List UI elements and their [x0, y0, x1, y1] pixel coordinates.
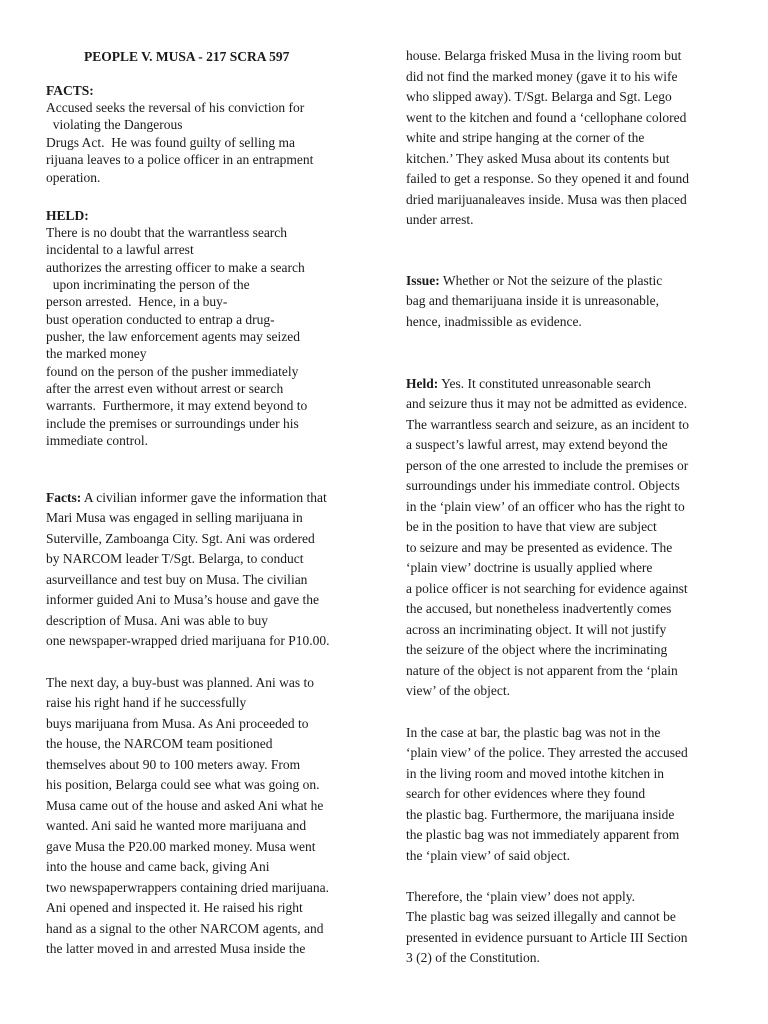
- text-run: Ani opened and inspected it. He raised his right: [46, 900, 303, 915]
- text-run: under arrest.: [406, 212, 474, 227]
- text-run: the house, the NARCOM team positioned: [46, 736, 273, 751]
- text-run: Accused seeks the reversal of his conviction for: [46, 100, 305, 115]
- text-line: [406, 110, 686, 126]
- text-line: [46, 346, 146, 362]
- text-run: raise his right hand if he successfully: [46, 695, 247, 710]
- text-line: [46, 364, 298, 380]
- text-line: [406, 766, 664, 782]
- text-line: [46, 329, 300, 345]
- text-run: informer guided Ani to Musa’s house and gave the: [46, 592, 319, 607]
- text-line: [46, 381, 283, 397]
- text-run: failed to get a response. So they opened it and found: [406, 171, 690, 186]
- text-line: [406, 909, 676, 925]
- text-line: [46, 152, 313, 168]
- text-run: The next day, a buy-bust was planned. Ani was to: [46, 675, 314, 690]
- text-line: [406, 396, 687, 412]
- text-line: [46, 135, 295, 151]
- text-line: [406, 786, 645, 802]
- text-line: [46, 675, 314, 691]
- text-line: [406, 458, 688, 474]
- text-run: operation.: [46, 170, 101, 185]
- text-line: [46, 398, 307, 414]
- text-line: [46, 880, 329, 896]
- text-line: [406, 930, 688, 946]
- text-run: one newspaper-wrapped dried marijuana for P10.00.: [46, 633, 330, 648]
- text-run: went to the kitchen and found a ‘cellophane colored: [406, 110, 687, 125]
- text-line: [406, 848, 570, 864]
- text-run: his position, Belarga could see what was going on.: [46, 777, 320, 792]
- text-line: [406, 417, 689, 433]
- text-line: [406, 437, 668, 453]
- text-run: the ‘plain view’ of said object.: [406, 848, 570, 863]
- text-line: [46, 170, 100, 186]
- text-run: person of the one arrested to include the premises or: [406, 458, 689, 473]
- text-run: rijuana leaves to a police officer in an entrapment: [46, 152, 314, 167]
- section-heading: Held:: [406, 376, 439, 391]
- text-line: [406, 499, 685, 515]
- text-line: [406, 69, 677, 85]
- text-run: nature of the object is not apparent from the ‘plain: [406, 663, 678, 678]
- text-line: [406, 376, 651, 392]
- text-run: The warrantless search and seizure, as an incident to: [406, 417, 690, 432]
- text-run: did not find the marked money (gave it to his wife: [406, 69, 678, 84]
- text-line: [406, 314, 582, 330]
- text-run: search for other evidences where they found: [406, 786, 646, 801]
- text-line: [46, 510, 303, 526]
- text-run: view’ of the object.: [406, 683, 510, 698]
- text-line: [406, 540, 672, 556]
- text-line: [46, 941, 305, 957]
- text-line: [406, 560, 652, 576]
- text-run: across an incriminating object. It will not justify: [406, 622, 667, 637]
- text-run: person arrested. Hence, in a buy-: [46, 294, 228, 309]
- text-run: who slipped away). T/Sgt. Belarga and Sgt. Lego: [406, 89, 672, 104]
- text-line: [46, 294, 227, 310]
- text-run: ‘plain view’ of the police. They arrested the accused: [406, 745, 688, 760]
- text-run: In the case at bar, the plastic bag was not in the: [406, 725, 661, 740]
- text-run: description of Musa. Ani was able to buy: [46, 613, 268, 628]
- text-line: [46, 100, 304, 116]
- text-run: Whether or Not the seizure of the plastic: [439, 273, 663, 288]
- text-run: the seizure of the object where the incriminating: [406, 642, 668, 657]
- text-run: violating the Dangerous: [46, 117, 183, 132]
- text-run: by NARCOM leader T/Sgt. Belarga, to conduct: [46, 551, 304, 566]
- text-line: [46, 551, 303, 567]
- text-line: [406, 212, 473, 228]
- text-line: [406, 89, 672, 105]
- text-line: [406, 601, 671, 617]
- text-line: [406, 581, 688, 597]
- text-run: the latter moved in and arrested Musa inside the: [46, 941, 306, 956]
- text-line: [46, 736, 272, 752]
- document-title: PEOPLE V. MUSA - 217 SCRA 597: [84, 49, 290, 64]
- text-run: two newspaperwrappers containing dried marijuana.: [46, 880, 330, 895]
- text-run: bag and themarijuana inside it is unreasonable,: [406, 293, 660, 308]
- text-run: hence, inadmissible as evidence.: [406, 314, 582, 329]
- text-line: [46, 798, 323, 814]
- text-run: found on the person of the pusher immediately: [46, 364, 299, 379]
- text-run: a police officer is not searching for evidence against: [406, 581, 688, 596]
- text-line: [406, 48, 681, 64]
- text-run: dried marijuanaleaves inside. Musa was then placed: [406, 192, 687, 207]
- text-run: Drugs Act. He was found guilty of selling ma: [46, 135, 295, 150]
- text-line: [406, 950, 540, 966]
- text-run: a suspect’s lawful arrest, may extend beyond the: [406, 437, 668, 452]
- text-run: be in the position to have that view are subject: [406, 519, 657, 534]
- text-run: Yes. It constituted unreasonable search: [438, 376, 651, 391]
- text-line: [46, 777, 319, 793]
- text-run: There is no doubt that the warrantless search: [46, 225, 288, 240]
- text-run: white and stripe hanging at the corner of the: [406, 130, 645, 145]
- text-run: Suterville, Zamboanga City. Sgt. Ani was ordered: [46, 531, 315, 546]
- text-line: [46, 592, 319, 608]
- text-run: 3 (2) of the Constitution.: [406, 950, 540, 965]
- text-line: [46, 613, 268, 629]
- text-line: [46, 117, 182, 133]
- text-run: A civilian informer gave the information that: [81, 490, 327, 505]
- text-line: [46, 277, 250, 293]
- text-line: [406, 130, 644, 146]
- text-run: hand as a signal to the other NARCOM agents, and: [46, 921, 324, 936]
- text-run: gave Musa the P20.00 marked money. Musa went: [46, 839, 316, 854]
- section-heading: HELD:: [46, 208, 89, 223]
- text-run: into the house and came back, giving Ani: [46, 859, 270, 874]
- text-line: [406, 827, 679, 843]
- text-line: [46, 757, 300, 773]
- text-run: buys marijuana from Musa. As Ani proceeded to: [46, 716, 309, 731]
- text-line: [46, 572, 307, 588]
- text-run: themselves about 90 to 100 meters away. From: [46, 757, 301, 772]
- text-line: [406, 889, 635, 905]
- text-run: in the ‘plain view’ of an officer who has the right to: [406, 499, 685, 514]
- text-line: [46, 695, 246, 711]
- text-line: [46, 260, 305, 276]
- text-run: warrants. Furthermore, it may extend beyond to: [46, 398, 308, 413]
- text-line: [46, 312, 275, 328]
- text-run: to seizure and may be presented as evidence. The: [406, 540, 673, 555]
- text-line: [406, 192, 687, 208]
- text-line: [406, 663, 678, 679]
- text-line: [406, 478, 680, 494]
- text-line: [46, 490, 327, 506]
- text-line: [46, 818, 306, 834]
- text-line: [406, 293, 659, 309]
- text-line: [406, 807, 674, 823]
- text-line: [406, 171, 689, 187]
- section-heading: Facts:: [46, 490, 82, 505]
- text-run: asurveillance and test buy on Musa. The civilian: [46, 572, 308, 587]
- text-line: [46, 531, 315, 547]
- text-run: immediate control.: [46, 433, 148, 448]
- text-run: the marked money: [46, 346, 147, 361]
- text-line: [46, 716, 308, 732]
- text-line: [46, 900, 303, 916]
- section-heading: FACTS:: [46, 83, 94, 98]
- text-run: ‘plain view’ doctrine is usually applied where: [406, 560, 653, 575]
- text-run: Mari Musa was engaged in selling marijuana in: [46, 510, 303, 525]
- text-run: and seizure thus it may not be admitted as evidence.: [406, 396, 688, 411]
- text-run: in the living room and moved intothe kitchen in: [406, 766, 664, 781]
- text-line: [46, 859, 269, 875]
- text-line: [46, 839, 315, 855]
- text-run: kitchen.’ They asked Musa about its contents but: [406, 151, 670, 166]
- text-line: [406, 725, 660, 741]
- text-run: bust operation conducted to entrap a drug-: [46, 312, 275, 327]
- text-run: the plastic bag. Furthermore, the marijuana inside: [406, 807, 675, 822]
- text-line: [46, 433, 148, 449]
- text-run: wanted. Ani said he wanted more marijuana and: [46, 818, 307, 833]
- text-run: authorizes the arresting officer to make a search: [46, 260, 305, 275]
- text-run: pusher, the law enforcement agents may seized: [46, 329, 300, 344]
- text-run: upon incriminating the person of the: [46, 277, 250, 292]
- text-line: [46, 208, 89, 224]
- text-line: [406, 519, 657, 535]
- text-line: [406, 622, 666, 638]
- text-run: incidental to a lawful arrest: [46, 242, 194, 257]
- text-line: [46, 242, 194, 258]
- text-line: [46, 225, 287, 241]
- text-run: presented in evidence pursuant to Article III Section: [406, 930, 688, 945]
- text-run: Musa came out of the house and asked Ani what he: [46, 798, 324, 813]
- text-line: [46, 633, 330, 649]
- text-line: [46, 921, 323, 937]
- text-line: [406, 683, 510, 699]
- text-run: Therefore, the ‘plain view’ does not apply.: [406, 889, 636, 904]
- text-line: [406, 745, 688, 761]
- text-line: [406, 151, 669, 167]
- text-line: [46, 416, 299, 432]
- text-line: [46, 83, 94, 99]
- text-run: The plastic bag was seized illegally and cannot be: [406, 909, 676, 924]
- text-run: after the arrest even without arrest or search: [46, 381, 284, 396]
- text-run: the accused, but nonetheless inadvertently comes: [406, 601, 672, 616]
- text-line: [406, 642, 667, 658]
- text-run: surroundings under his immediate control. Objects: [406, 478, 680, 493]
- text-run: the plastic bag was not immediately apparent from: [406, 827, 680, 842]
- text-run: house. Belarga frisked Musa in the living room but: [406, 48, 682, 63]
- text-line: [406, 273, 662, 289]
- section-heading: Issue:: [406, 273, 440, 288]
- text-run: include the premises or surroundings under his: [46, 416, 299, 431]
